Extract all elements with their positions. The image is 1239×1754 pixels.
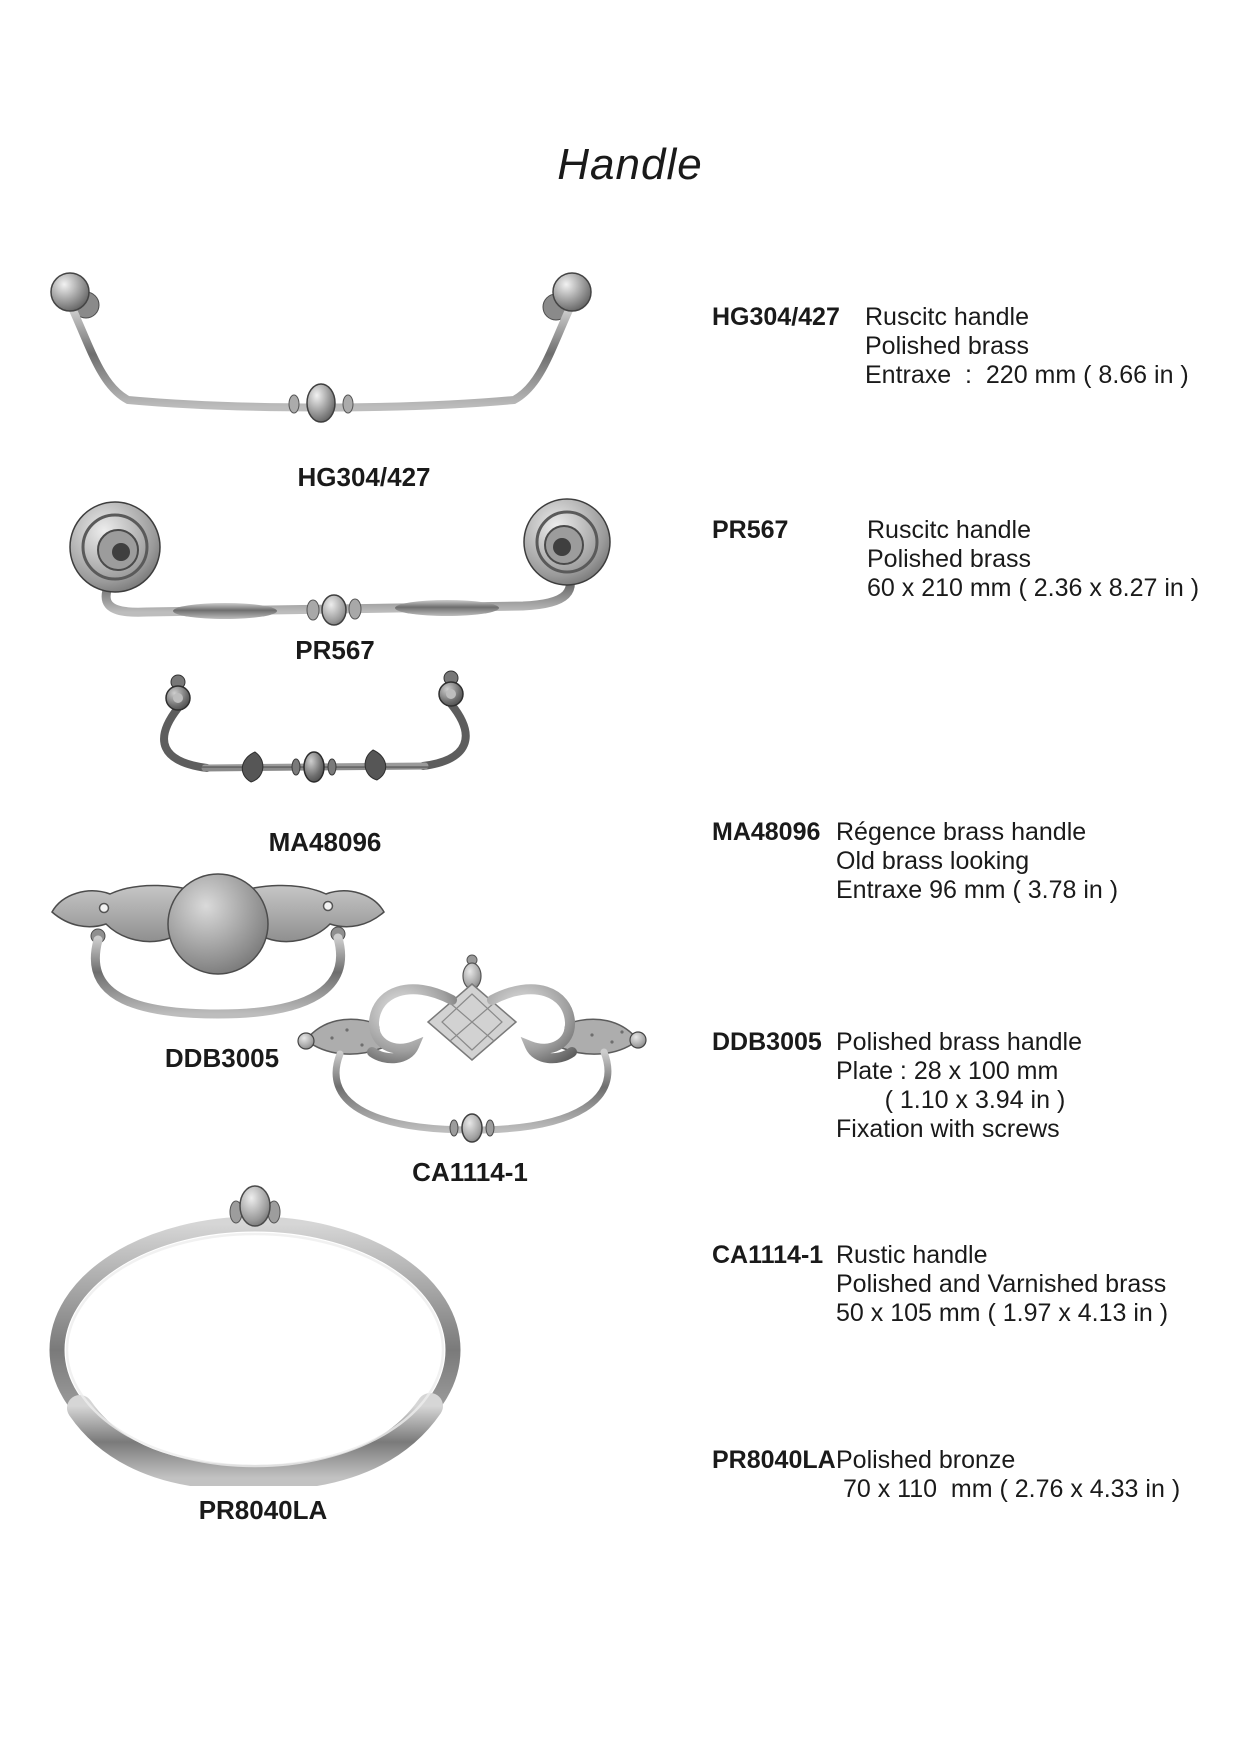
pr8040la-code: PR8040LA (712, 1446, 836, 1474)
desc-line: 70 x 110 mm ( 2.76 x 4.33 in ) (836, 1475, 1181, 1503)
desc-line: Rustic handle (836, 1241, 988, 1269)
bail-handle-drawing (40, 252, 600, 444)
desc-line: Entraxe 96 mm ( 3.78 in ) (836, 876, 1119, 904)
ma48096-code: MA48096 (712, 818, 821, 846)
ca1114-1-description (836, 1241, 1168, 1328)
page-title: Handle (557, 140, 703, 189)
desc-line: Ruscitc handle (865, 303, 1029, 331)
ddb3005-description (836, 1028, 1082, 1144)
hg304-427-image (40, 252, 600, 444)
desc-line: 60 x 210 mm ( 2.36 x 8.27 in ) (867, 574, 1200, 602)
pr8040la-caption: PR8040LA (198, 1495, 328, 1525)
ca1114-1-image (292, 950, 652, 1150)
pr567-caption: PR567 (295, 635, 375, 665)
hg304-427-caption: HG304/427 (297, 462, 431, 492)
desc-line: 50 x 105 mm ( 1.97 x 4.13 in ) (836, 1299, 1169, 1327)
desc-line: Polished brass (865, 332, 1029, 360)
ma48096-description (836, 818, 1118, 905)
ma48096-image (133, 666, 493, 808)
desc-line: Fixation with screws (836, 1115, 1060, 1143)
ddb3005-code: DDB3005 (712, 1028, 822, 1056)
desc-line: Polished brass (867, 545, 1031, 573)
rosette-handle-drawing (55, 492, 620, 630)
desc-line: Entraxe : 220 mm ( 8.66 in ) (865, 361, 1189, 389)
desc-line: Ruscitc handle (867, 516, 1031, 544)
ddb3005-caption: DDB3005 (164, 1043, 280, 1073)
regence-handle-drawing (133, 666, 493, 808)
desc-line: Polished and Varnished brass (836, 1270, 1167, 1298)
pr8040la-image (40, 1178, 470, 1486)
ca1114-1-caption: CA1114-1 (412, 1157, 528, 1187)
pr8040la-description (836, 1446, 1180, 1504)
pr567-code: PR567 (712, 516, 789, 544)
rustic-plate-handle-drawing (292, 950, 652, 1150)
desc-line: ( 1.10 x 3.94 in ) (836, 1086, 1066, 1114)
hg304-427-code: HG304/427 (712, 303, 840, 331)
desc-line: Polished bronze (836, 1446, 1016, 1474)
desc-line: Régence brass handle (836, 818, 1087, 846)
desc-line: Old brass looking (836, 847, 1030, 875)
desc-line: Polished brass handle (836, 1028, 1082, 1056)
desc-line: Plate : 28 x 100 mm (836, 1057, 1059, 1085)
oval-ring-handle-drawing (40, 1178, 470, 1486)
hg304-427-description (865, 303, 1189, 390)
ma48096-caption: MA48096 (268, 827, 382, 857)
pr567-description (867, 516, 1199, 603)
ca1114-1-code: CA1114-1 (712, 1241, 824, 1269)
pr567-image (55, 492, 620, 630)
